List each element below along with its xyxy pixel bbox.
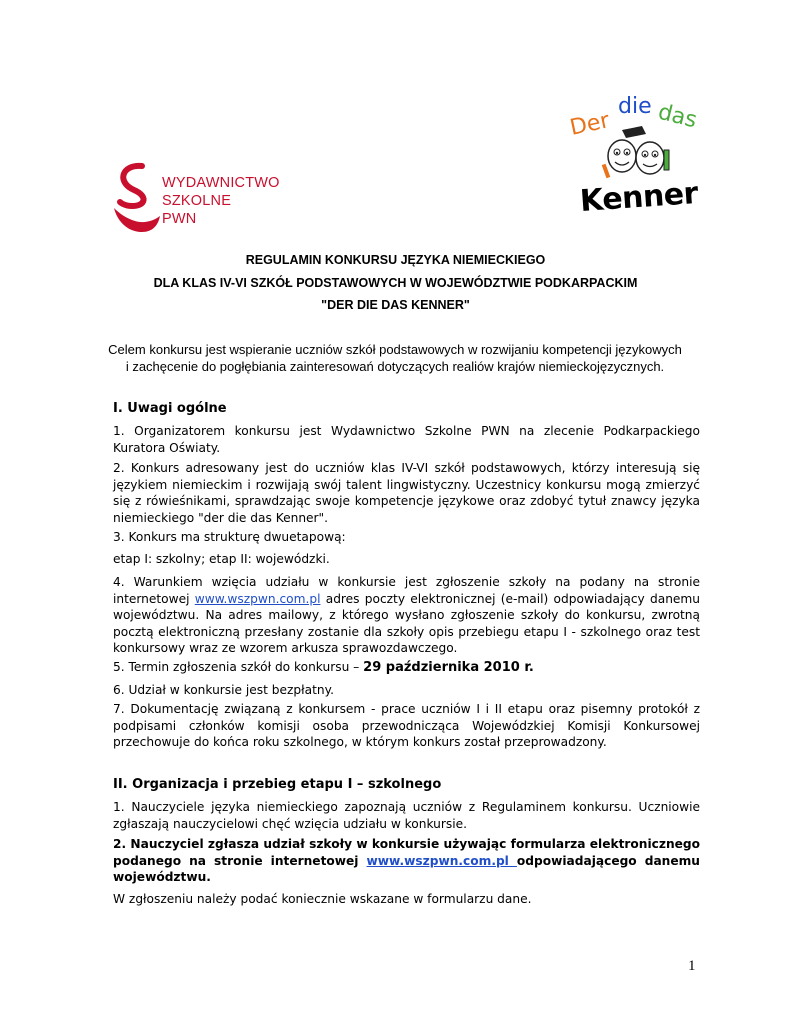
wszpwn-link-2[interactable]: www.wszpwn.com.pl bbox=[366, 853, 517, 868]
pwn-line3: PWN bbox=[162, 211, 197, 227]
title-line-1: REGULAMIN KONKURSU JĘZYKA NIEMIECKIEGO bbox=[245, 253, 546, 267]
section-1-paragraph-6: 6. Udział w konkursie jest bezpłatny. bbox=[113, 683, 334, 697]
section-1-paragraph-5 bbox=[113, 659, 700, 677]
title-line-3: "DER DIE DAS KENNER" bbox=[321, 298, 470, 312]
pwn-line2: SZKOLNE bbox=[162, 193, 232, 209]
logo-kenner: Kenner bbox=[578, 175, 700, 220]
section-1-paragraph-3: 3. Konkurs ma strukturę dwuetapową: bbox=[113, 530, 346, 544]
section-1-paragraph-4 bbox=[113, 574, 700, 657]
title-line-2: DLA KLAS IV-VI SZKÓŁ PODSTAWOWYCH W WOJEWÓDZTWIE PODKARPACKIM bbox=[153, 276, 638, 290]
page-number: 1 bbox=[688, 958, 696, 974]
section-2-heading: II. Organizacja i przebieg etapu I – szkolnego bbox=[113, 777, 442, 792]
p4-text-pre: 4. Warunkiem wzięcia udziału w konkursie jest zgłoszenie szkoły na podany na stronie internetowej bbox=[113, 575, 700, 606]
p4-text-post: adres poczty elektronicznej (e-mail) odpowiadający danemu województwu. Na adres mailowy, z którego wysłano zgłoszenie szkoły do konkursu, zwrotną pocztą elektroniczną przesłany zostanie dla szkoły opis przebiegu etapu I - szkolnego oraz test konkursowy wraz ze wzorem arkusza sprawozdawczego. bbox=[113, 591, 701, 656]
wszpwn-link[interactable]: www.wszpwn.com.pl bbox=[194, 591, 321, 606]
pwn-logo bbox=[112, 160, 292, 240]
cartoon-characters-icon bbox=[600, 124, 676, 184]
s2p2-text-pre: 2. Nauczyciel zgłasza udział szkoły w konkursie używając formularza elektronicznego podanego na stronie internetowej bbox=[113, 837, 700, 868]
s2p2-text-post: odpowiadającego danemu województwu. bbox=[113, 853, 700, 885]
section-1-paragraph-1: 1. Organizatorem konkursu jest Wydawnictwo Szkolne PWN na zlecenie Podkarpackiego Kuratora Oświaty. bbox=[113, 424, 700, 455]
section-2-paragraph-2 bbox=[113, 836, 700, 886]
section-1-paragraph-3b: etap I: szkolny; etap II: wojewódzki. bbox=[113, 552, 330, 566]
intro-line-1: Celem konkursu jest wspieranie uczniów szkół podstawowych w rozwijaniu kompetencji językowych bbox=[108, 342, 682, 357]
pwn-swan-icon bbox=[112, 160, 162, 236]
section-2-paragraph-3: W zgłoszeniu należy podać koniecznie wskazane w formularzu dane. bbox=[113, 892, 532, 906]
logo-die: die bbox=[618, 94, 652, 119]
logo-das: das bbox=[655, 99, 700, 134]
der-die-das-logo bbox=[566, 92, 706, 228]
intro-line-2: i zachęcenie do pogłębiania zainteresowań dotyczących realiów krajów niemieckojęzycznych. bbox=[125, 359, 665, 374]
p5-text-pre: 5. Termin zgłoszenia szkół do konkursu – bbox=[113, 660, 364, 674]
logo-der: Der bbox=[567, 108, 612, 141]
section-1-paragraph-7: 7. Dokumentację związaną z konkursem - prace uczniów I i II etapu oraz pisemny protokół z podpisami członków komisji osoba przewodnicząca Wojewódzkiej Komisji Konkursowej przechowuje do końca roku szkolnego, w którym konkurs został przeprowadzony. bbox=[113, 702, 700, 750]
pwn-line1: WYDAWNICTWO bbox=[162, 175, 280, 191]
p5-deadline: 29 października 2010 r. bbox=[363, 660, 534, 675]
section-1-heading: I. Uwagi ogólne bbox=[113, 401, 227, 416]
section-2-paragraph-1: 1. Nauczyciele języka niemieckiego zapoznają uczniów z Regulaminem konkursu. Uczniowie zgłaszają nauczycielowi chęć wzięcia udziału w konkursie. bbox=[113, 800, 700, 831]
section-1-paragraph-2: 2. Konkurs adresowany jest do uczniów klas IV-VI szkół podstawowych, którzy interesują się językiem niemieckim i rozwijają swój talent lingwistyczny. Uczestnicy konkursu mogą zmierzyć się z rówieśnikami, sprawdzając swoje kompetencje językowe oraz zdobyć tytuł znawcy języka niemieckiego "der die das Kenner". bbox=[113, 461, 700, 525]
